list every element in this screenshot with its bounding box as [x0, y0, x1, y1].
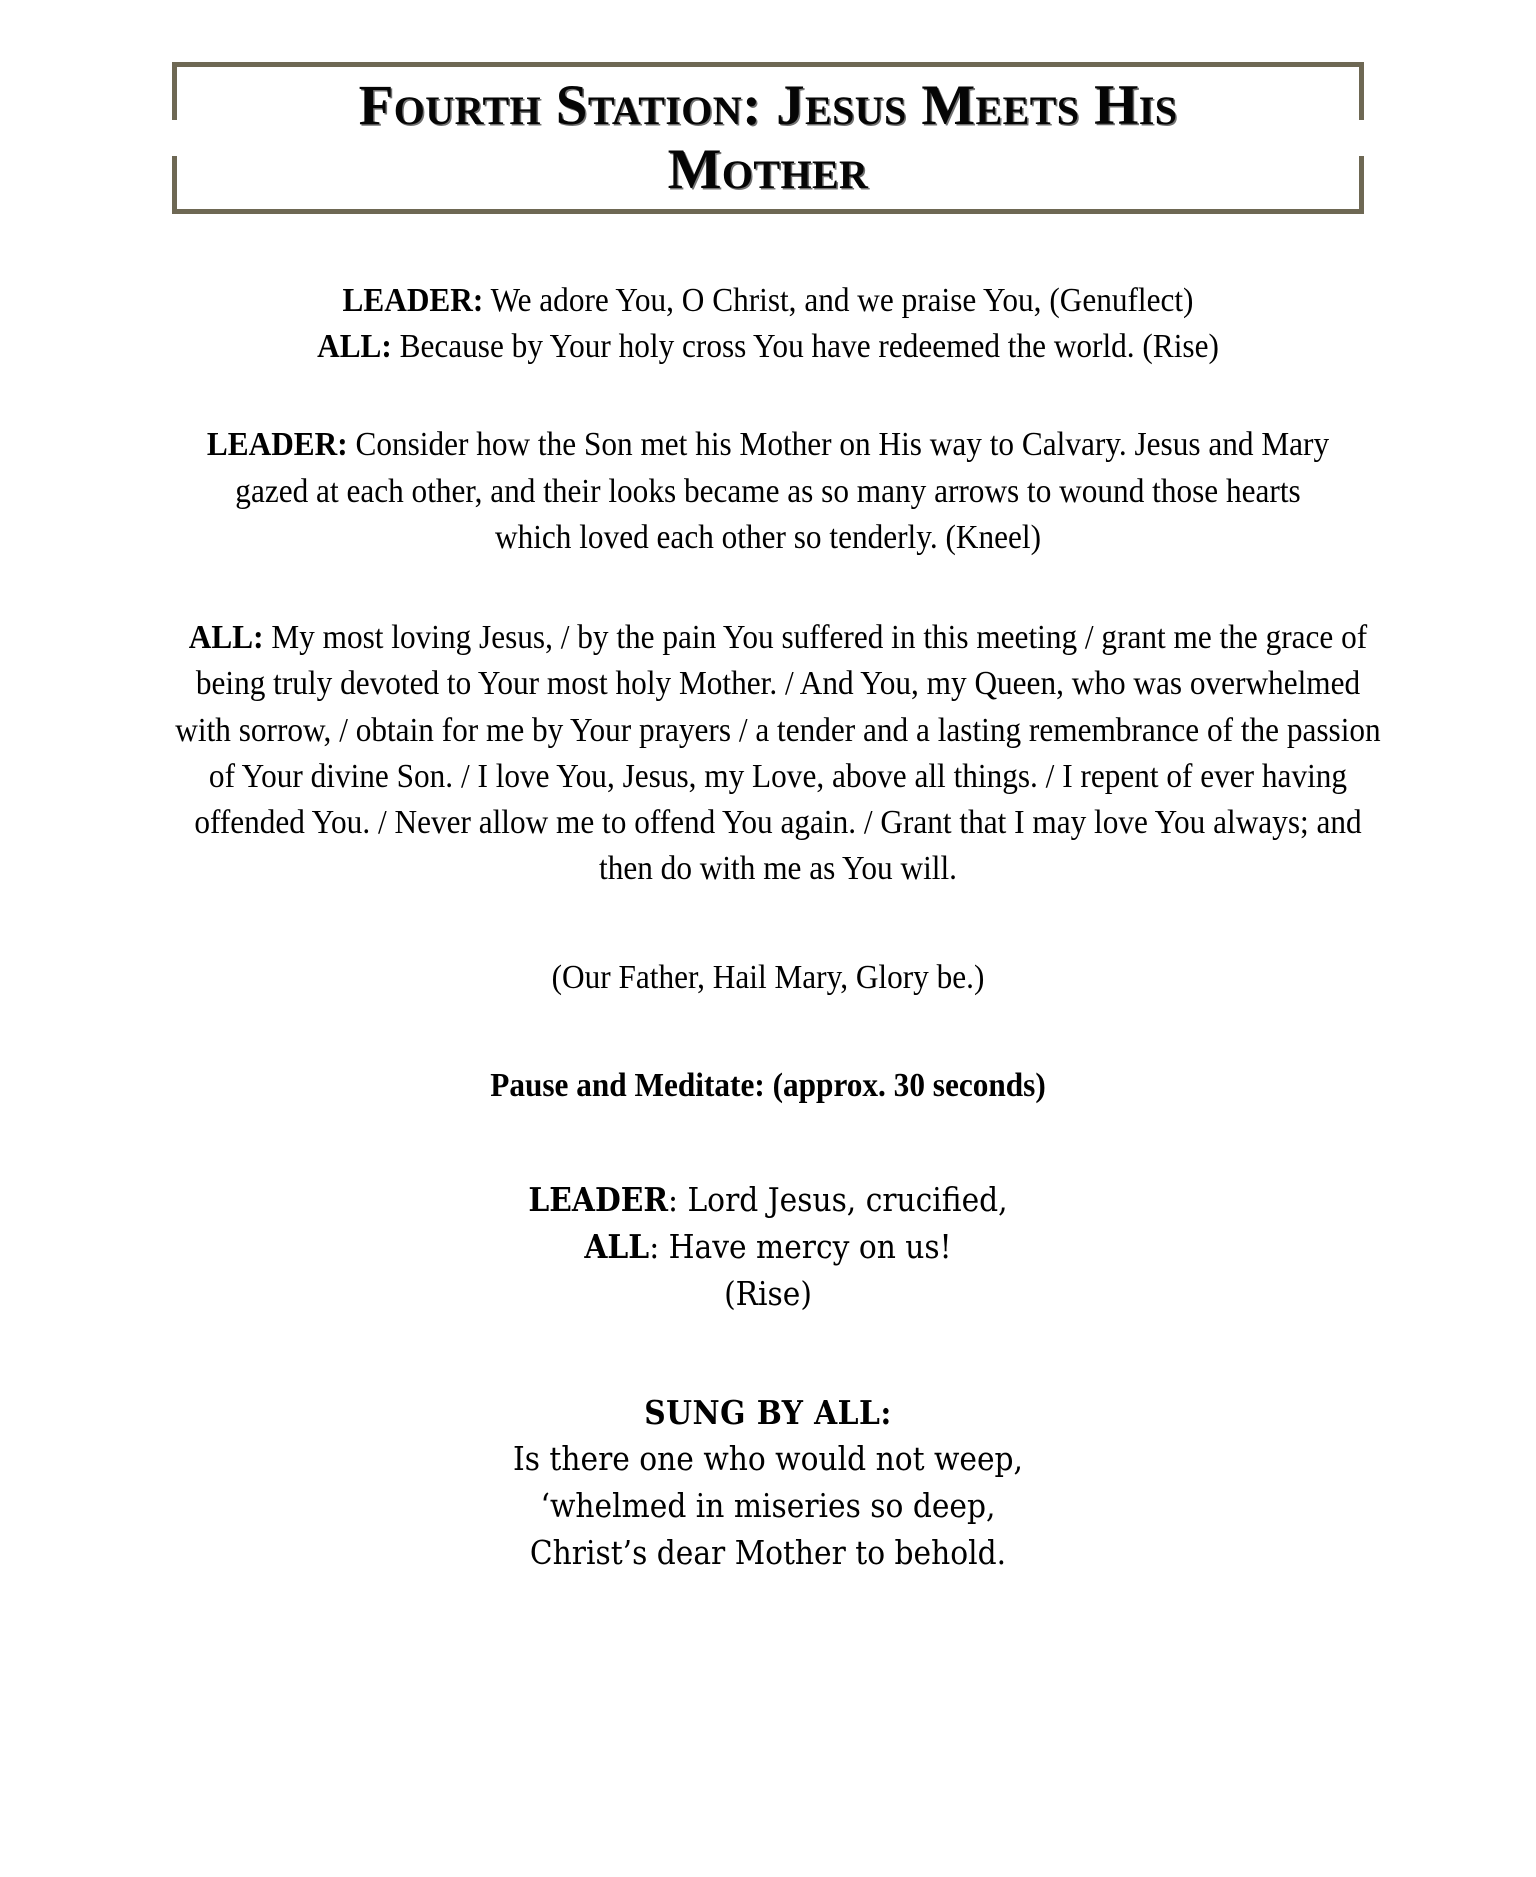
- page-title-line-2: Mother: [667, 138, 869, 201]
- prayer-paragraph: [171, 615, 1385, 892]
- sung-line-3: Christ’s dear Mother to behold.: [529, 1533, 1007, 1573]
- opening-all-text: Because by Your holy cross You have redeemed the world. (Rise): [391, 328, 1219, 366]
- closing-all-label: ALL: [584, 1226, 650, 1266]
- sung-line-2: ‘whelmed in miseries so deep,: [540, 1486, 996, 1526]
- prayer-label: ALL:: [188, 619, 264, 657]
- title-frame: [172, 62, 1364, 214]
- sung-by-all-heading: SUNG BY ALL:: [644, 1392, 892, 1432]
- closing-all-text: : Have mercy on us!: [649, 1226, 952, 1266]
- frame-right-lower-segment: [1359, 156, 1364, 214]
- frame-top-rule: [172, 62, 1364, 67]
- page: [0, 62, 1536, 1877]
- prayer-text: My most loving Jesus, / by the pain You suffered in this meeting / grant me the grace of being truly devoted to Your most holy Mother. / And You, my Queen, who was overwhelmed with sorrow, / obtain for me by Your prayers / a tender and a lasting remembrance of the passion of Your divine Son. / I love You, Jesus, my Love, above all things. / I repent of ever having offended You. / Never allow me to offend You again. / Grant that I may love You always; and then do with me as You will.: [175, 619, 1381, 888]
- frame-right-upper-segment: [1359, 62, 1364, 120]
- closing-leader-line: [183, 1177, 1353, 1224]
- sung-line-1: Is there one who would not weep,: [513, 1439, 1023, 1479]
- page-title-line-1: Fourth Station: Jesus Meets His: [358, 74, 1178, 138]
- opening-leader-line: [170, 278, 1366, 324]
- prayers-note: (Our Father, Hail Mary, Glory be.): [551, 958, 985, 996]
- page-title: [194, 74, 1342, 202]
- frame-left-upper-segment: [172, 62, 177, 120]
- frame-left-lower-segment: [172, 156, 177, 214]
- meditation-paragraph: [198, 422, 1339, 561]
- meditation-label: LEADER:: [206, 426, 348, 464]
- document-body: [118, 214, 1418, 1577]
- closing-response: [183, 1177, 1353, 1318]
- opening-leader-text: We adore You, O Christ, and we praise You, (Genuflect): [483, 282, 1194, 319]
- frame-bottom-rule: [172, 209, 1364, 214]
- sung-by-all-section: [183, 1390, 1353, 1577]
- closing-all-line: [183, 1224, 1353, 1271]
- closing-rubric: (Rise): [724, 1273, 812, 1313]
- closing-leader-label: LEADER: [528, 1180, 669, 1220]
- pause-and-meditate: Pause and Meditate: (approx. 30 seconds): [490, 1066, 1046, 1104]
- meditation-text: Consider how the Son met his Mother on His way to Calvary. Jesus and Mary gazed at each other, and their looks became as so many arrows to wound those hearts which loved each other so tenderly. (Kneel): [235, 426, 1330, 556]
- opening-all-line: [170, 324, 1366, 370]
- opening-versicle: [170, 278, 1366, 370]
- closing-leader-text: : Lord Jesus, crucified,: [668, 1180, 1008, 1220]
- opening-all-label: ALL:: [317, 328, 392, 366]
- opening-leader-label: LEADER:: [342, 282, 484, 319]
